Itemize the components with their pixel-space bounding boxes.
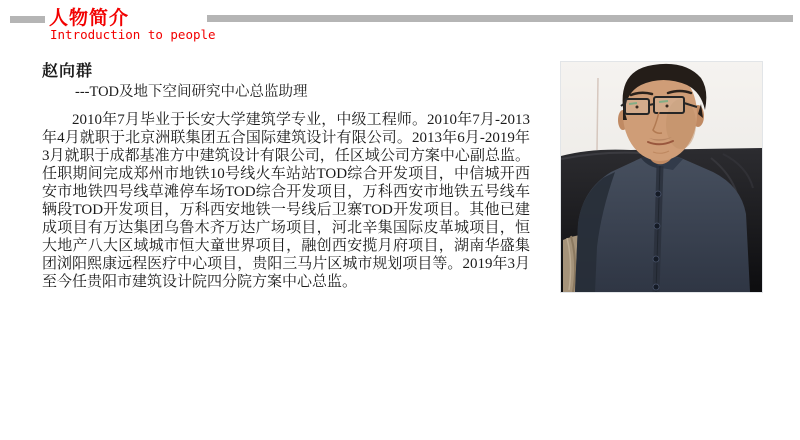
person-role: ---TOD及地下空间研究中心总监助理: [75, 84, 308, 100]
header-right-rule: [207, 15, 793, 22]
portrait-photo: [561, 62, 762, 292]
portrait-photo-illustration: [561, 62, 762, 292]
page-subtitle: Introduction to people: [50, 27, 216, 42]
page-title: 人物简介: [49, 8, 130, 29]
photo-wall-seam: [597, 78, 598, 150]
person-name: 赵向群: [42, 63, 94, 80]
person-bio: 2010年7月毕业于长安大学建筑学专业，中级工程师。2010年7月-2013年4月就职于北京洲联集团五合国际建筑设计有限公司。2013年6月-2019年3月就职于成都基准方中建筑设计有限公司，任区域公司方案中心副总监。任职期间完成郑州市地铁10号线火车站站TOD综合开发项目，中信城开西安市地铁四号线草滩停车场TOD综合开发项目，万科西安市地铁五号线车辆段TOD开发项目，万科西安地铁一号线后卫寨TOD开发项目。其他已建成项目有万达集团乌鲁木齐万达广场项目，河北辛集国际皮革城项目，恒大地产八大区域城市恒大童世界项目，融创西安揽月府项目，湖南华盛集团浏阳熙康远程医疗中心项目，贵阳三马片区城市规划项目等。2019年3月至今任贵阳市建筑设计院四分院方案中心总监。: [42, 112, 530, 290]
header-left-bar: [10, 16, 45, 23]
